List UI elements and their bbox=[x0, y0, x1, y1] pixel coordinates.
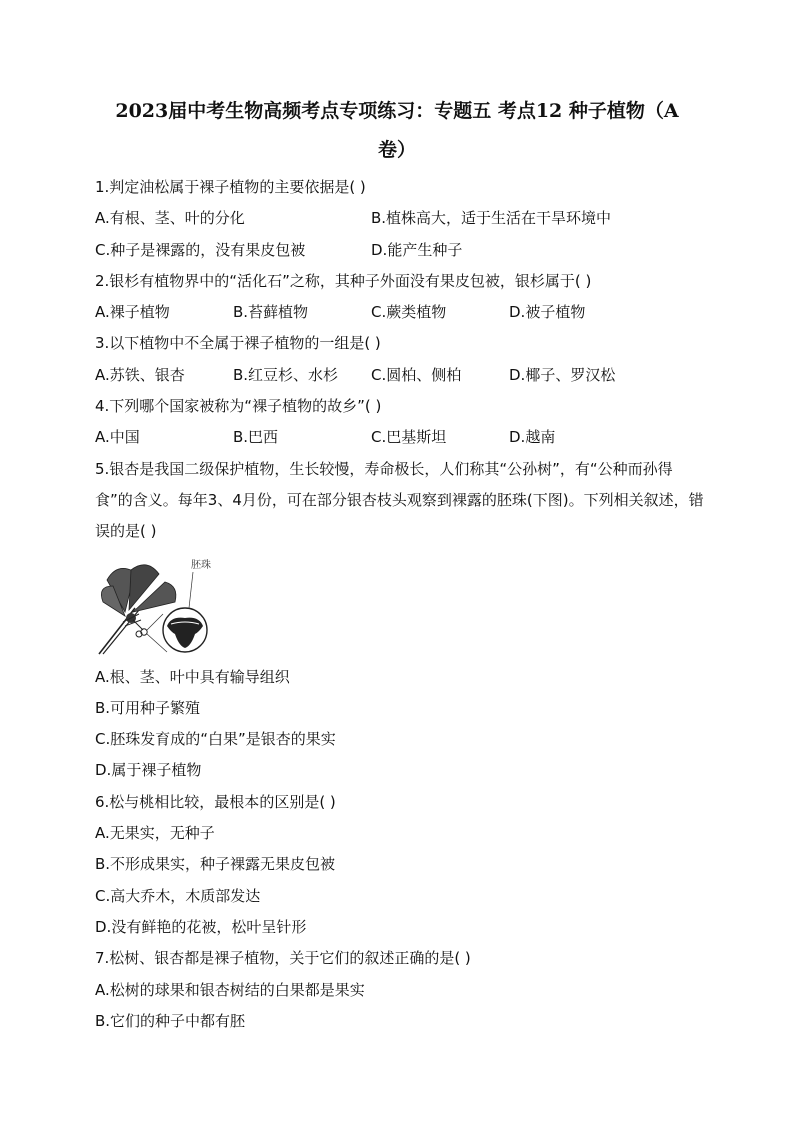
q5-option-b: B.可用种子繁殖 bbox=[95, 698, 201, 717]
q1-option-d: D.能产生种子 bbox=[371, 240, 463, 259]
q4-option-b: B.巴西 bbox=[233, 428, 279, 447]
q2-option-d: D.被子植物 bbox=[509, 303, 586, 322]
q5-option-c: C.胚珠发育成的“白果”是银杏的果实 bbox=[95, 730, 336, 749]
question-1-stem: 1.判定油松属于裸子植物的主要依据是( ) bbox=[95, 178, 366, 196]
q4-option-c: C.巴基斯坦 bbox=[371, 428, 447, 447]
page-title bbox=[100, 92, 694, 170]
question-3-stem: 3.以下植物中不全属于裸子植物的一组是( ) bbox=[95, 334, 381, 353]
q7-option-a: A.松树的球果和银杏树结的白果都是果实 bbox=[95, 980, 365, 999]
q3-option-c: C.圆柏、侧柏 bbox=[371, 365, 462, 384]
question-2-stem: 2.银杉有植物界中的“活化石”之称，其种子外面没有果皮包被，银杉属于( ) bbox=[95, 271, 592, 290]
q5-option-a: A.根、茎、叶中具有输导组织 bbox=[95, 667, 290, 686]
question-6-stem: 6.松与桃相比较，最根本的区别是( ) bbox=[95, 792, 336, 811]
ginkgo-branch-illustration bbox=[95, 556, 225, 656]
q4-option-a: A.中国 bbox=[95, 428, 140, 447]
question-7-stem: 7.松树、银杏都是裸子植物，关于它们的叙述正确的是( ) bbox=[95, 949, 471, 968]
question-5-stem: 5.银杏是我国二级保护植物，生长较慢，寿命极长，人们称其“公孙树”，有“公种而孙得食”的含义。每年3、4月份，可在部分银杏枝头观察到裸露的胚珠(下图)。下列相关叙述，错误的是( ) bbox=[95, 459, 704, 541]
q2-option-b: B.苔藓植物 bbox=[233, 303, 309, 322]
question-3-options bbox=[95, 360, 705, 391]
q2-option-a: A.裸子植物 bbox=[95, 303, 170, 322]
q1-option-a: A.有根、茎、叶的分化 bbox=[95, 209, 245, 228]
q6-option-d: D.没有鲜艳的花被，松叶呈针形 bbox=[95, 917, 307, 936]
q5-option-d: D.属于裸子植物 bbox=[95, 761, 202, 780]
figure-label: 胚珠 bbox=[191, 559, 211, 571]
question-4-stem: 4.下列哪个国家被称为“裸子植物的故乡”( ) bbox=[95, 397, 382, 416]
q1-option-c: C.种子是裸露的，没有果皮包被 bbox=[95, 240, 306, 259]
title-line-1: 2023届中考生物高频考点专项练习：专题五 考点12 种子植物（A bbox=[115, 100, 679, 122]
q1-option-b: B.植株高大，适于生活在干旱环境中 bbox=[371, 209, 612, 228]
question-1-options-row-2 bbox=[95, 235, 705, 266]
q6-option-c: C.高大乔木，木质部发达 bbox=[95, 886, 261, 905]
q6-option-b: B.不形成果实，种子裸露无果皮包被 bbox=[95, 855, 336, 874]
q3-option-d: D.椰子、罗汉松 bbox=[509, 365, 616, 384]
question-list bbox=[95, 172, 705, 1037]
question-1-options-row-1 bbox=[95, 203, 705, 234]
q2-option-c: C.蕨类植物 bbox=[371, 303, 447, 322]
q3-option-b: B.红豆杉、水杉 bbox=[233, 365, 339, 384]
q7-option-b: B.它们的种子中都有胚 bbox=[95, 1011, 246, 1030]
ginkgo-ovule-figure bbox=[95, 556, 705, 656]
q4-option-d: D.越南 bbox=[509, 428, 556, 447]
q6-option-a: A.无果实，无种子 bbox=[95, 824, 215, 843]
question-4-options bbox=[95, 422, 705, 453]
title-line-2: 卷） bbox=[377, 139, 416, 161]
q3-option-a: A.苏铁、银杏 bbox=[95, 365, 185, 384]
question-2-options bbox=[95, 297, 705, 328]
